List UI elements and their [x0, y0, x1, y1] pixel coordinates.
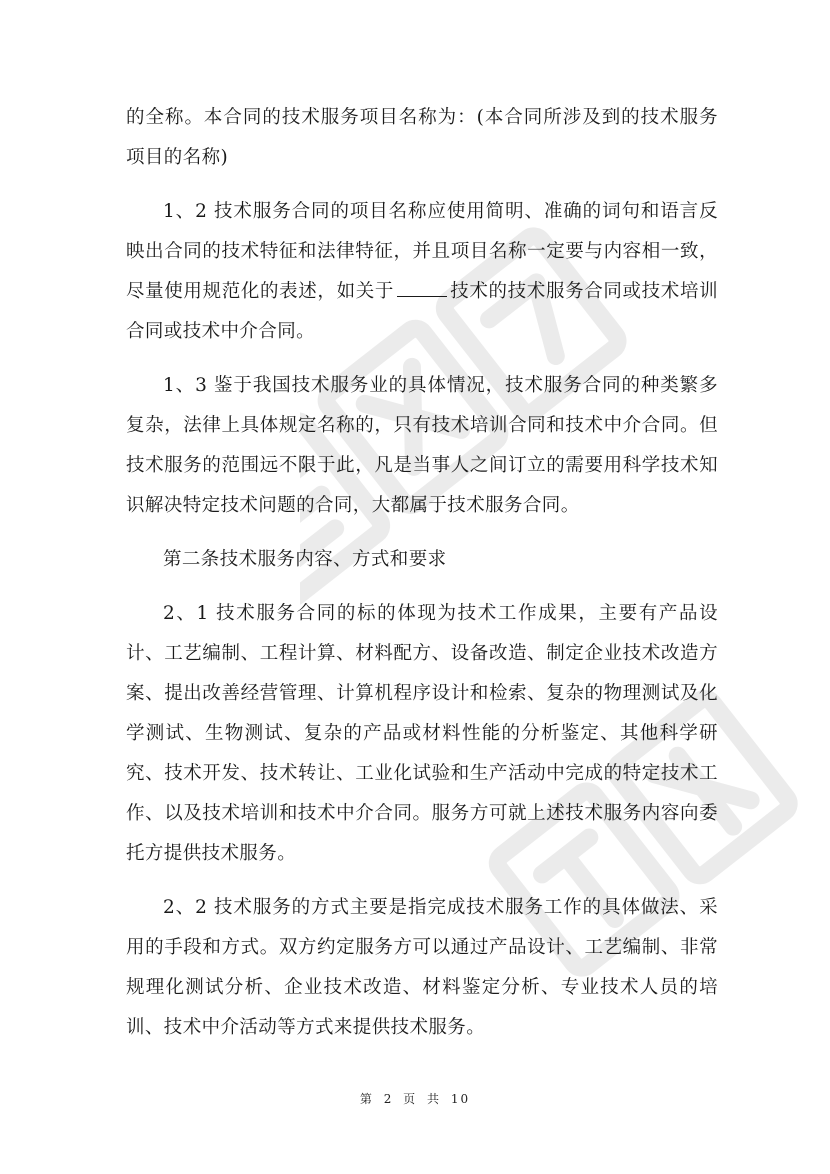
footer-label-total: 共	[427, 1092, 442, 1106]
paragraph-1-2-text-a: 1、2 技术服务合同的项目名称应使用简明、准确的词句和语言反映出合同的技术特征和法律特征，并且项目名称一定要与内容相一致，尽量使用规范化的表述，如关于	[126, 201, 718, 302]
paragraph-2-2: 2、2 技术服务的方式主要是指完成技术服务工作的具体做法、采用的手段和方式。双方约定服务方可以通过产品设计、工艺编制、非常规理化测试分析、企业技术改造、材料鉴定分析、专业技术人员的培训、技术中介活动等方式来提供技术服务。	[126, 897, 718, 1038]
fill-in-blank[interactable]	[397, 274, 447, 297]
document-body	[126, 98, 718, 1062]
paragraph-1-2-text-b: 技术的技术服务合同或技术培训合同或技术中介合同。	[126, 281, 718, 342]
page-footer	[0, 1090, 830, 1107]
paragraph-intro: 的全称。本合同的技术服务项目名称为：(本合同所涉及到的技术服务项目的名称)	[126, 107, 718, 168]
footer-label-unit: 页	[403, 1092, 418, 1106]
paragraph-2-1: 2、1 技术服务合同的标的体现为技术工作成果，主要有产品设计、工艺编制、工程计算、材料配方、设备改造、制定企业技术改造方案、提出改善经营管理、计算机程序设计和检索、复杂的物理测试及化学测试、生物测试、复杂的产品或材料性能的分析鉴定、其他科学研究、技术开发、技术转让、工业化试验和生产活动中完成的特定技术工作、以及技术培训和技术中介合同。服务方可就上述技术服务内容向委托方提供技术服务。	[126, 603, 718, 864]
footer-current-page: 2	[383, 1092, 394, 1106]
paragraph-1-2	[126, 192, 718, 352]
paragraph-1-3: 1、3 鉴于我国技术服务业的具体情况，技术服务合同的种类繁多复杂，法律上具体规定名称的，只有技术培训合同和技术中介合同。但技术服务的范围远不限于此，凡是当事人之间订立的需要用科学技术知识解决特定技术问题的合同，大都属于技术服务合同。	[126, 375, 718, 516]
footer-label-page: 第	[359, 1092, 374, 1106]
section-heading-2: 第二条技术服务内容、方式和要求	[163, 549, 447, 570]
footer-total-pages: 10	[450, 1092, 471, 1106]
